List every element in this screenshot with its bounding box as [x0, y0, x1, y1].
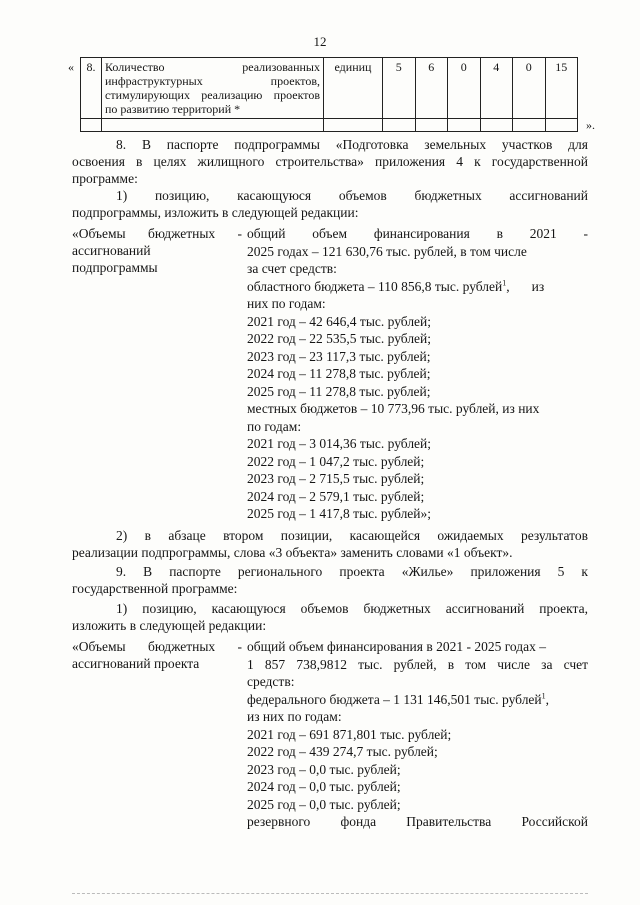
indicators-table [80, 57, 578, 132]
unit-cell: единиц [324, 58, 383, 119]
page-edge-line [72, 893, 588, 894]
block1-label: «Объемы бюджетных - ассигнований подпрограммы [72, 226, 242, 275]
page-number: 12 [313, 34, 327, 49]
paragraph-8: 8. В паспорте подпрограммы «Подготовка земельных участков для освоения в целях жилищного строительства» приложения 4 к государственной программе: [72, 137, 588, 186]
value-cell: 0 [448, 58, 481, 119]
table-close-quote: ». [586, 118, 595, 132]
table-row-spacer [81, 119, 578, 132]
value-cell: 4 [480, 58, 513, 119]
paragraph-8-2: 2) в абзаце втором позиции, касающейся ожидаемых результатов реализации подпрограммы, слова «3 объекта» заменить словами «1 объект». [72, 528, 588, 560]
value-cell: 6 [415, 58, 448, 119]
paragraph-8-1: 1) позицию, касающуюся объемов бюджетных ассигнований подпрограммы, изложить в следующей редакции: [72, 188, 588, 220]
value-cell: 5 [383, 58, 416, 119]
value-cell: 15 [545, 58, 578, 119]
paragraph-9: 9. В паспорте регионального проекта «Жилье» приложения 5 к государственной программе: [72, 564, 588, 596]
regional-budget-line: областного бюджета – 110 856,8 тыс. рублей$^1$, из [247, 278, 545, 294]
paragraph-9-1: 1) позицию, касающуюся объемов бюджетных ассигнований проекта, изложить в следующей редакции: [72, 601, 588, 633]
indicator-name: Количество реализованных инфраструктурных проектов, стимулирующих реализацию проектов по развитию территорий * [102, 58, 324, 119]
value-cell: 0 [513, 58, 546, 119]
block2-label: «Объемы бюджетных - ассигнований проекта [72, 639, 242, 671]
row-number: 8. [81, 58, 102, 119]
block2-content: общий объем финансирования в 2021 - 2025 годах – 1 857 738,9812 тыс. рублей, в том числе за счет средств: федерального бюджета – 1 131 146,501 тыс. рублей$^1$, из них по годам: 2021 год – 691 871,801 тыс. рублей; 2022 год – 439 274,7 тыс. рублей; 2023 год – 0,0 тыс. рублей; 2024 год – 0,0 тыс. рублей; 2025 год – 0,0 тыс. рублей; резервного фонда Правительства Российской [247, 639, 588, 829]
table-row [81, 58, 578, 119]
table-open-quote: « [68, 60, 74, 74]
federal-budget-line: федерального бюджета – 1 131 146,501 тыс. рублей$^1$, [247, 691, 550, 707]
block1-content: общий объем финансирования в 2021 - 2025 годах – 121 630,76 тыс. рублей, в том числе за счет средств: областного бюджета – 110 856,8 тыс. рублей$^1$, из них по годам: 2021 год – 42 646,4 тыс. рублей; 2022 год – 22 535,5 тыс. рублей; 2023 год – 23 117,3 тыс. рублей; 2024 год – 11 278,8 тыс. рублей; 2025 год – 11 278,8 тыс. рублей; местных бюджетов – 10 773,96 тыс. рублей, из них по годам: 2021 год – 3 014,36 тыс. рублей; 2022 год – 1 047,2 тыс. рублей; 2023 год – 2 715,5 тыс. рублей; 2024 год – 2 579,1 тыс. рублей; 2025 год – 1 417,8 тыс. рублей»; [247, 226, 588, 521]
